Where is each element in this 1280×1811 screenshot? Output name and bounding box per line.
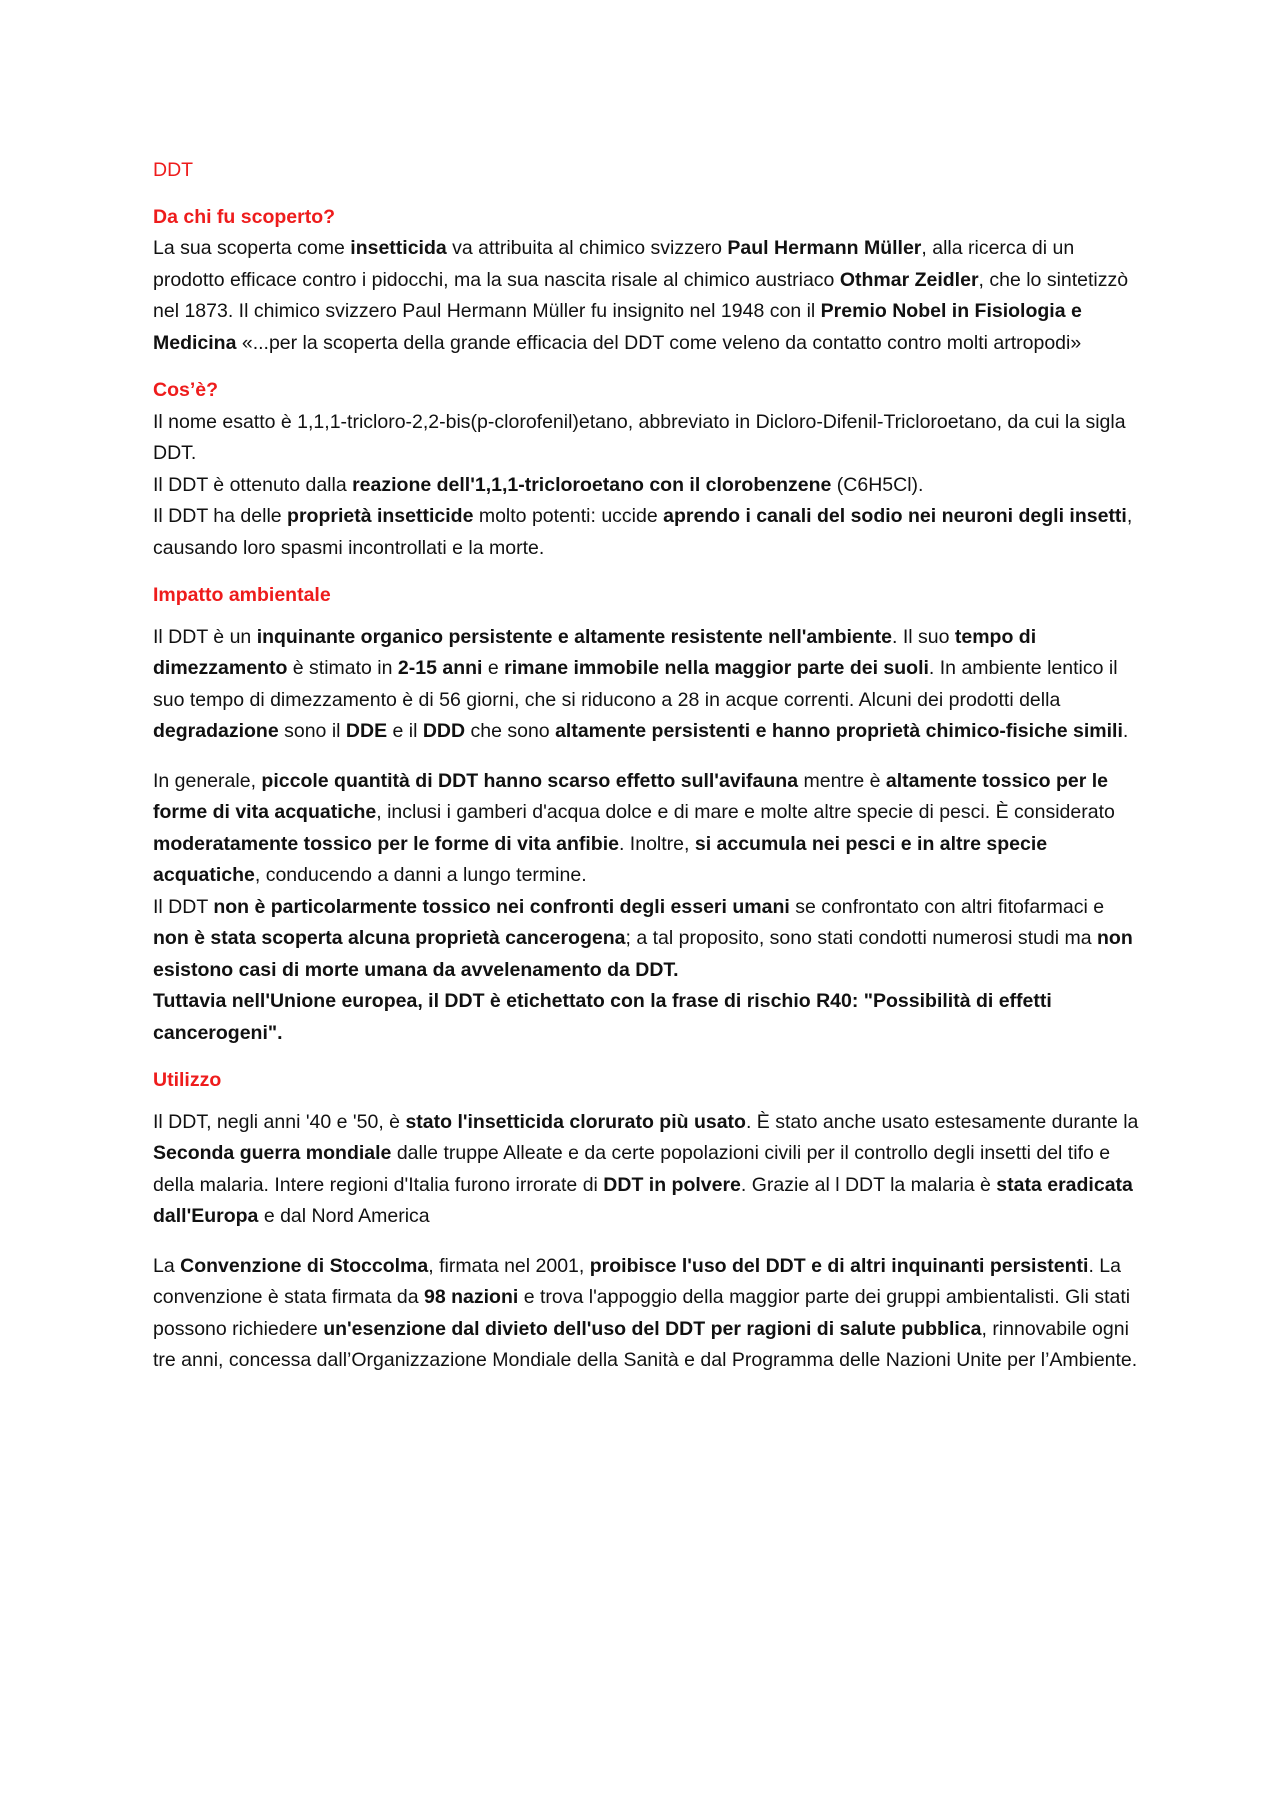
document-title: DDT	[153, 159, 194, 181]
text-run: mentre è	[798, 769, 886, 792]
text-run: In generale,	[153, 769, 262, 792]
text-run: Il DDT, negli anni '40 e '50, è	[153, 1110, 406, 1133]
text-run: Il DDT è ottenuto dalla	[153, 473, 353, 496]
paragraph	[153, 986, 1143, 1049]
paragraph	[153, 1251, 1143, 1377]
bold-text-run: DDD	[422, 720, 466, 742]
bold-text-run: aprendo i canali del sodio nei neuroni degli insetti	[663, 505, 1127, 527]
text-run: è stimato in	[287, 657, 398, 679]
text-run: Il nome esatto è 1,1,1-tricloro-2,2-bis(p-clorofenil)etano, abbreviato in Dicloro-Difenil-Tricloroetano, da cui la sigla DDT.	[153, 410, 1126, 464]
text-run: La	[153, 1254, 181, 1277]
text-run: (C6H5Cl).	[831, 473, 924, 496]
section-heading: Da chi fu scoperto?	[153, 205, 336, 228]
bold-text-run: un'esenzione dal divieto dell'uso del DDT per ragioni di salute pubblica	[323, 1317, 982, 1340]
bold-text-run: Premio Nobel in Fisiologia e Medicina	[153, 300, 1082, 354]
bold-text-run: Seconda guerra mondiale	[153, 1142, 392, 1164]
text-run: La sua scoperta come	[153, 237, 351, 259]
paragraph	[153, 233, 1143, 359]
text-run: Il DDT ha delle	[153, 505, 288, 527]
text-run: Il DDT	[153, 895, 214, 918]
text-run: , conducendo a danni a lungo termine.	[254, 864, 587, 886]
bold-text-run: stata eradicata dall'Europa	[153, 1173, 1133, 1227]
paragraph	[153, 407, 1143, 470]
text-run: molto potenti: uccide	[473, 505, 664, 527]
bold-text-run: altamente tossico per le forme di vita acquatiche	[153, 769, 1109, 823]
section-what-is	[153, 375, 1143, 564]
text-run: e il	[387, 720, 423, 742]
text-run: , inclusi i gamberi d'acqua dolce e di mare e molte altre specie di pesci. È considerato	[376, 801, 1115, 823]
section-usage	[153, 1065, 1143, 1377]
text-run: che sono	[465, 720, 556, 742]
bold-text-run: Tuttavia nell'Unione europea, il DDT è etichettato con la frase di rischio R40: "Possibilità di effetti cancerogeni".	[153, 990, 1052, 1044]
text-run: ; a tal proposito, sono stati condotti numerosi studi ma	[625, 927, 1097, 949]
text-run: . La convenzione è stata firmata da	[153, 1254, 1121, 1308]
text-run: , firmata nel 2001,	[428, 1254, 590, 1277]
text-run: . Il suo	[892, 625, 955, 648]
bold-text-run: insetticida	[350, 237, 447, 259]
text-run: , alla ricerca di un prodotto efficace contro i pidocchi, ma la sua nascita risale al chimico austriaco	[153, 237, 1075, 291]
bold-text-run: DDT in polvere	[603, 1173, 741, 1196]
paragraph	[153, 1107, 1143, 1233]
bold-text-run: altamente persistenti e hanno proprietà chimico-fisiche simili	[555, 720, 1123, 742]
bold-text-run: non è particolarmente tossico nei confronti degli esseri umani	[213, 895, 790, 918]
bold-text-run: non è stata scoperta alcuna proprietà cancerogena	[153, 927, 626, 949]
text-run: Il DDT è un	[153, 625, 257, 648]
bold-text-run: tempo di dimezzamento	[153, 625, 1037, 679]
bold-text-run: moderatamente tossico per le forme di vita anfibie	[153, 832, 619, 855]
text-run: . Grazie al l DDT la malaria è	[740, 1173, 997, 1196]
section-heading: Cos’è?	[153, 379, 219, 401]
bold-text-run: Othmar Zeidler	[839, 268, 979, 291]
text-run: .	[1122, 720, 1129, 742]
text-run: va attribuita al chimico svizzero	[446, 237, 728, 259]
text-run: . In ambiente lentico il suo tempo di dimezzamento è di 56 giorni, che si riducono a 28 in acque correnti. Alcuni dei prodotti della	[153, 657, 1118, 711]
text-run: e trova l'appoggio della maggior parte dei gruppi ambientalisti. Gli stati possono richiedere	[153, 1286, 1131, 1340]
text-run: . Inoltre,	[618, 832, 695, 855]
paragraph	[153, 766, 1143, 892]
bold-text-run: DDE	[345, 720, 388, 742]
bold-text-run: stato l'insetticida clorurato più usato	[405, 1110, 746, 1133]
bold-text-run: rimane immobile nella maggior parte dei suoli	[504, 657, 929, 679]
paragraph	[153, 892, 1143, 987]
bold-text-run: piccole quantità di DDT hanno scarso effetto sull'avifauna	[261, 769, 799, 792]
bold-text-run: si accumula nei pesci e in altre specie acquatiche	[153, 832, 1048, 886]
text-run: e dal Nord America	[258, 1205, 430, 1227]
document-page	[153, 155, 1143, 1377]
bold-text-run: reazione dell'1,1,1-tricloroetano con il clorobenzene	[352, 473, 832, 496]
bold-text-run: Convenzione di Stoccolma	[180, 1254, 429, 1277]
bold-text-run: inquinante organico persistente e altamente resistente nell'ambiente	[256, 625, 892, 648]
text-run: «...per la scoperta della grande efficacia del DDT come veleno da contatto contro molti artropodi»	[236, 331, 1082, 354]
text-run: e	[482, 657, 505, 679]
text-run: , rinnovabile ogni tre anni, concessa dall’Organizzazione Mondiale della Sanità e dal Programma delle Nazioni Unite per l’Ambiente.	[153, 1317, 1138, 1371]
bold-text-run: proprietà insetticide	[287, 505, 474, 527]
bold-text-run: degradazione	[153, 720, 279, 742]
text-run: . È stato anche usato estesamente durante la	[745, 1110, 1139, 1133]
paragraph	[153, 501, 1143, 564]
bold-text-run: non esistono casi di morte umana da avvelenamento da DDT.	[153, 927, 1133, 981]
section-heading: Impatto ambientale	[153, 584, 331, 606]
paragraph	[153, 622, 1143, 748]
text-run: se confrontato con altri fitofarmaci e	[789, 895, 1105, 918]
section-discovery	[153, 202, 1143, 360]
text-run: , che lo sintetizzò nel 1873. Il chimico svizzero Paul Hermann Müller fu insignito nel 1948 con il	[153, 268, 1129, 322]
bold-text-run: proibisce l'uso del DDT e di altri inquinanti persistenti	[589, 1254, 1089, 1277]
text-run: dalle truppe Alleate e da certe popolazioni civili per il controllo degli insetti del tifo e della malaria. Intere regioni d'Italia furono irrorate di	[153, 1142, 1111, 1196]
bold-text-run: 2-15 anni	[397, 657, 483, 679]
paragraph	[153, 470, 1143, 502]
section-environmental-impact	[153, 580, 1143, 1049]
bold-text-run: 98 nazioni	[424, 1286, 519, 1308]
section-heading: Utilizzo	[153, 1069, 222, 1091]
text-run: , causando loro spasmi incontrollati e la morte.	[153, 505, 1133, 559]
text-run: sono il	[278, 720, 346, 742]
bold-text-run: Paul Hermann Müller	[727, 237, 922, 259]
